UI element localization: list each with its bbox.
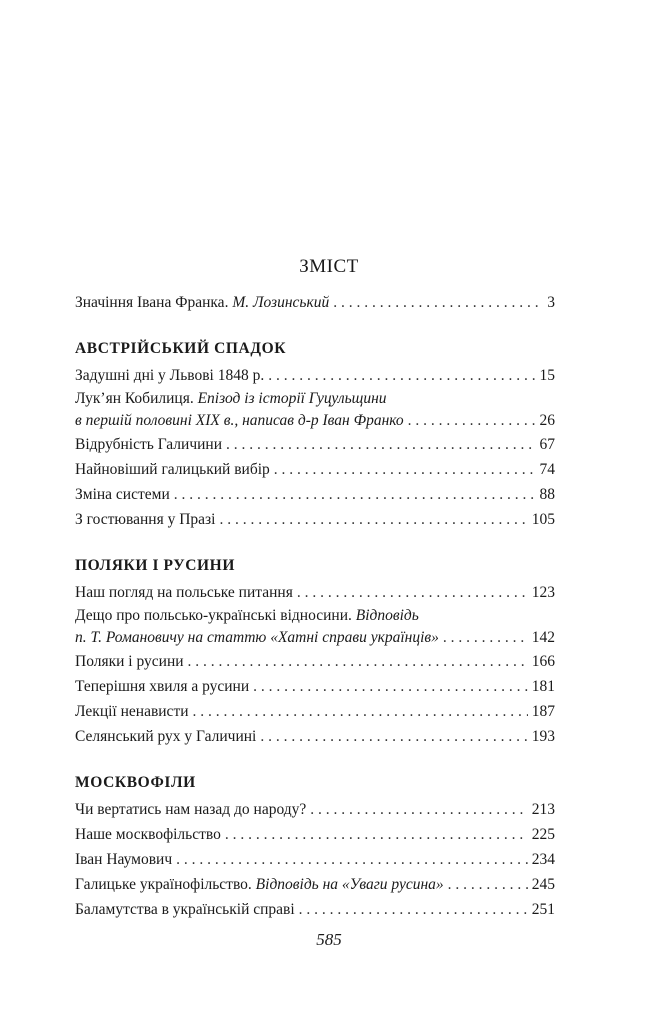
dot-leader bbox=[310, 797, 527, 822]
entry-title-text: Лук’ян Кобилиця. bbox=[75, 390, 194, 407]
section-heading: АВСТРІЙСЬКИЙ СПАДОК bbox=[75, 340, 287, 357]
toc-entry[interactable] bbox=[75, 457, 555, 482]
entry-title-text: Дещо про польсько-українські відносини. bbox=[75, 607, 352, 624]
dot-leader bbox=[260, 724, 527, 749]
entry-page: 3 bbox=[547, 294, 555, 311]
toc-entry[interactable] bbox=[75, 699, 555, 724]
toc-entry[interactable] bbox=[75, 363, 555, 388]
dot-leader bbox=[443, 627, 528, 649]
toc-entry[interactable] bbox=[75, 507, 555, 532]
entry-page: 225 bbox=[531, 826, 555, 843]
entry-title bbox=[75, 605, 555, 627]
dot-leader bbox=[176, 847, 528, 872]
toc-entry[interactable] bbox=[75, 797, 555, 822]
dot-leader bbox=[268, 363, 535, 388]
entry-title: Зміна системи bbox=[75, 486, 170, 503]
entry-title: Чи вертатись нам назад до народу? bbox=[75, 801, 307, 818]
dot-leader bbox=[408, 410, 536, 432]
toc-entry[interactable] bbox=[75, 822, 555, 847]
entry-title: Наше москвофільство bbox=[75, 826, 221, 843]
entry-title: Найновіший галицький вибір bbox=[75, 461, 270, 478]
dot-leader bbox=[333, 290, 543, 315]
entry-page: 166 bbox=[531, 653, 555, 670]
dot-leader bbox=[174, 482, 536, 507]
entry-page: 123 bbox=[531, 584, 555, 601]
toc-entry[interactable] bbox=[75, 674, 555, 699]
toc-entry[interactable] bbox=[75, 872, 555, 897]
toc-entry[interactable] bbox=[75, 724, 555, 749]
toc-entry[interactable] bbox=[75, 432, 555, 457]
entry-title bbox=[75, 388, 555, 410]
entry-title bbox=[75, 290, 329, 315]
entry-title: Баламутства в українській справі bbox=[75, 901, 295, 918]
entry-title-text: Значіння Івана Франка. bbox=[75, 294, 229, 311]
entry-title: Іван Наумович bbox=[75, 851, 173, 868]
dot-leader bbox=[219, 507, 527, 532]
dot-leader bbox=[226, 432, 535, 457]
dot-leader bbox=[253, 674, 528, 699]
dot-leader bbox=[297, 580, 528, 605]
toc-entry[interactable] bbox=[75, 847, 555, 872]
toc-entry[interactable] bbox=[75, 649, 555, 674]
entry-author: М. Лозинський bbox=[232, 294, 330, 311]
entry-title: Наш погляд на польське питання bbox=[75, 584, 293, 601]
entry-title bbox=[75, 872, 444, 897]
dot-leader bbox=[448, 872, 528, 897]
entry-title: Теперішня хвиля а русини bbox=[75, 678, 250, 695]
entry-page: 67 bbox=[539, 436, 555, 453]
toc-entry[interactable] bbox=[75, 482, 555, 507]
entry-page: 105 bbox=[531, 511, 555, 528]
entry-title: Лекції ненависти bbox=[75, 703, 189, 720]
entry-subtitle: Епізод із історії Гуцульщини bbox=[197, 390, 387, 407]
entry-page: 245 bbox=[531, 876, 555, 893]
entry-subtitle: Відповідь bbox=[355, 607, 419, 624]
entry-page: 187 bbox=[531, 703, 555, 720]
dot-leader bbox=[225, 822, 528, 847]
dot-leader bbox=[274, 457, 536, 482]
entry-subtitle-cont: п. Т. Романовичу на статтю «Хатні справи українців» bbox=[75, 629, 439, 646]
toc-entry[interactable] bbox=[75, 580, 555, 605]
toc-entry[interactable] bbox=[75, 388, 555, 432]
entry-subtitle: Відповідь на «Уваги русина» bbox=[255, 876, 444, 893]
entry-page: 251 bbox=[531, 901, 555, 918]
toc-heading: ЗМІСТ bbox=[299, 256, 359, 277]
entry-page: 142 bbox=[531, 629, 555, 646]
entry-page: 74 bbox=[539, 461, 555, 478]
toc-entry[interactable] bbox=[75, 290, 555, 315]
table-of-contents bbox=[75, 290, 555, 922]
section-heading: ПОЛЯКИ І РУСИНИ bbox=[75, 557, 235, 574]
entry-title: Відрубність Галичини bbox=[75, 436, 223, 453]
entry-title: Поляки і русини bbox=[75, 653, 184, 670]
entry-page: 26 bbox=[539, 412, 555, 429]
entry-page: 193 bbox=[531, 728, 555, 745]
entry-page: 234 bbox=[531, 851, 555, 868]
entry-page: 181 bbox=[531, 678, 555, 695]
entry-page: 15 bbox=[539, 367, 555, 384]
entry-title: Задушні дні у Львові 1848 р. bbox=[75, 367, 265, 384]
section-heading: МОСКВОФІЛИ bbox=[75, 774, 196, 791]
toc-entry[interactable] bbox=[75, 605, 555, 649]
dot-leader bbox=[188, 649, 528, 674]
entry-page: 213 bbox=[531, 801, 555, 818]
entry-subtitle-cont: в першій половині XIX в., написав д-р Іван Франко bbox=[75, 412, 404, 429]
entry-title: Селянський рух у Галичині bbox=[75, 728, 257, 745]
dot-leader bbox=[299, 897, 528, 922]
entry-title: З гостювання у Празі bbox=[75, 511, 216, 528]
entry-title-text: Галицьке українофільство. bbox=[75, 876, 252, 893]
entry-page: 88 bbox=[539, 486, 555, 503]
toc-entry[interactable] bbox=[75, 897, 555, 922]
page-number: 585 bbox=[316, 930, 342, 949]
dot-leader bbox=[193, 699, 528, 724]
